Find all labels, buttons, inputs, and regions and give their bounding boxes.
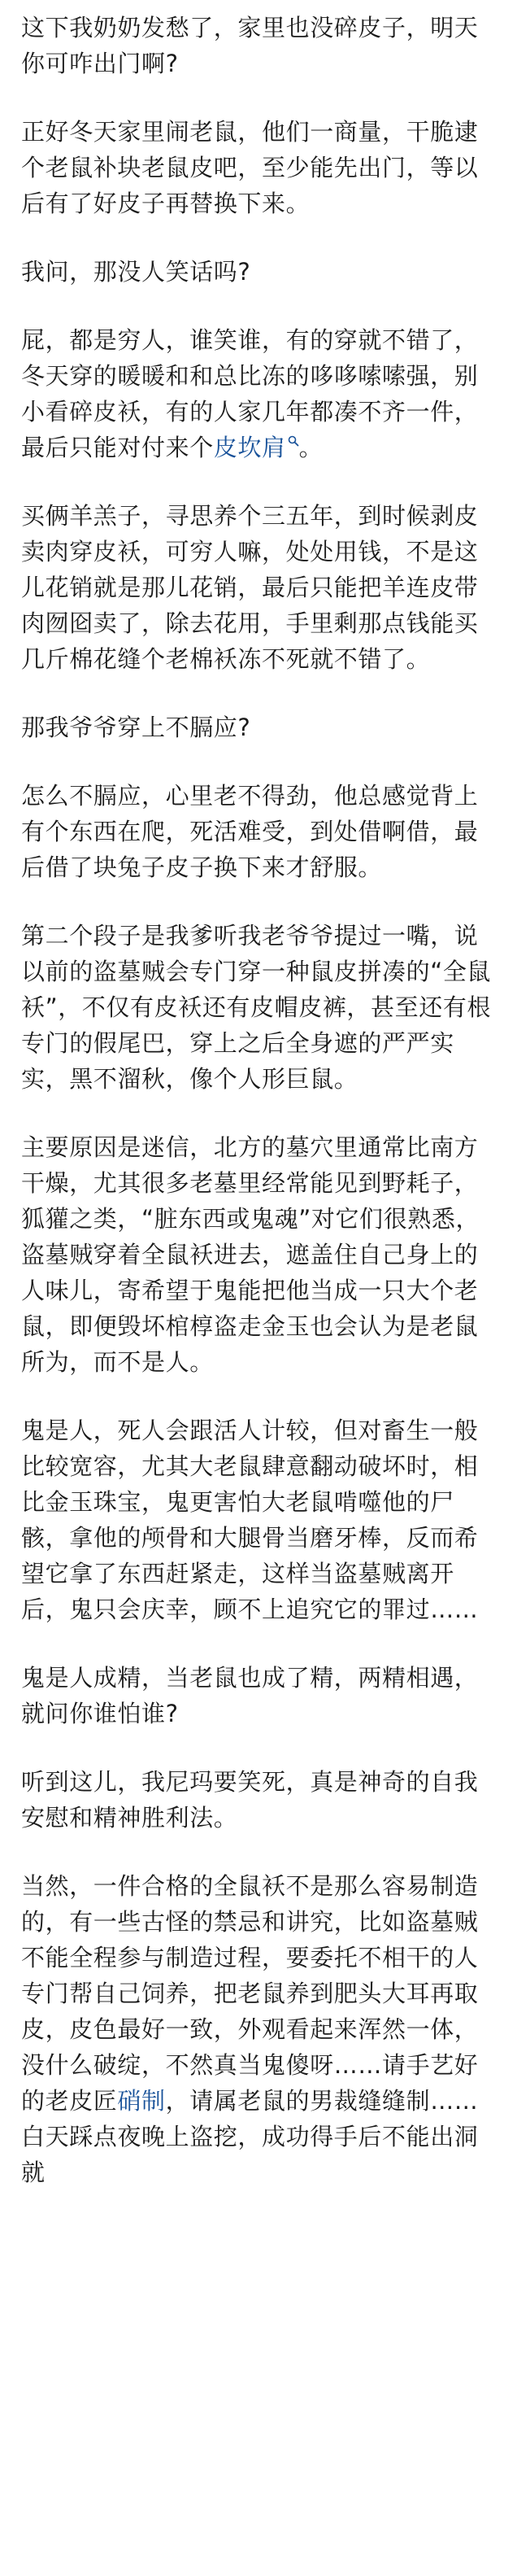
search-icon: [288, 435, 299, 447]
paragraph-13: [21, 1868, 501, 2190]
paragraph-7: 怎么不膈应，心里老不得劲，他总感觉背上有个东西在爬，死活难受，到处借啊借，最后借了块兔子皮子换下来才舒服。: [21, 782, 479, 881]
keyword-link-xiaozhi[interactable]: [117, 2087, 165, 2115]
paragraph-5: 买俩羊羔子，寻思养个三五年，到时候剥皮卖肉穿皮袄，可穷人嘛，处处用钱，不是这儿花销就是那儿花销，最后只能把羊连皮带肉囫囵卖了，除去花用，手里剩那点钱能买几斤棉花缝个老棉袄冻不死就不错了。: [21, 502, 479, 673]
paragraph-12: 听到这儿，我尼玛要笑死，真是神奇的自我安慰和精神胜利法。: [21, 1768, 479, 1832]
paragraph-8: 第二个段子是我爹听我老爷爷提过一嘴，说以前的盗墓贼会专门穿一种鼠皮拼凑的“全鼠袄”，不仅有皮袄还有皮帽皮裤，甚至还有根专门的假尾巴，穿上之后全身遮的严严实实，黑不溜秋，像个人形巨鼠。: [21, 922, 492, 1093]
keyword-link-pikanjian[interactable]: [214, 434, 299, 461]
keyword-link-label: 皮坎肩: [213, 434, 286, 461]
paragraph-13-text: 当然，一件合格的全鼠袄不是那么容易制造的，有一些古怪的禁忌和讲究，比如盗墓贼不能全程参与制造过程，要委托不相干的人专门帮自己饲养，把老鼠养到肥头大耳再取皮，皮色最好一致，外观看起来浑然一体，没什么破绽，不然真当鬼傻呀……请手艺好的老皮匠: [21, 1872, 479, 2115]
paragraph-6: 那我爷爷穿上不膈应?: [21, 714, 251, 741]
paragraph-10: 鬼是人，死人会跟活人计较，但对畜生一般比较宽容，尤其大老鼠肆意翻动破坏时，相比金玉珠宝，鬼更害怕大老鼠啃噬他的尸骸，拿他的颅骨和大腿骨当磨牙棒，反而希望它拿了东西赶紧走，这样当盗墓贼离开后，鬼只会庆幸，顾不上追究它的罪过……: [21, 1417, 479, 1623]
paragraph-4-end: 。: [298, 434, 324, 461]
paragraph-13-end: ，请属老鼠的男裁缝缝制……白天踩点夜晚上盗挖，成功得手后不能出洞就: [21, 2087, 479, 2186]
paragraph-9: 主要原因是迷信，北方的墓穴里通常比南方干燥，尤其很多老墓里经常能见到野耗子，狐獾之类，“脏东西或鬼魂”对它们很熟悉，盗墓贼穿着全鼠袄进去，遮盖住自己身上的人味儿，寄希望于鬼能把他当成一只大个老鼠，即便毁坏棺椁盗走金玉也会认为是老鼠所为，而不是人。: [21, 1133, 480, 1376]
paragraph-11: 鬼是人成精，当老鼠也成了精，两精相遇，就问你谁怕谁?: [21, 1664, 479, 1727]
paragraph-3: 我问，那没人笑话吗?: [21, 258, 251, 286]
paragraph-1: 这下我奶奶发愁了，家里也没碎皮子，明天你可咋出门啊?: [21, 14, 479, 77]
paragraph-2: 正好冬天家里闹老鼠，他们一商量，干脆逮个老鼠补块老鼠皮吧，至少能先出门，等以后有了好皮子再替换下来。: [21, 118, 479, 217]
keyword-link-label: 硝制: [117, 2087, 166, 2115]
paragraph-4: [21, 322, 501, 465]
paragraph-4-text: 屁，都是穷人，谁笑谁，有的穿就不错了，冬天穿的暖暖和和总比冻的哆哆嗦嗦强，别小看碎皮袄，有的人家几年都凑不齐一件，最后只能对付来个: [21, 326, 479, 461]
